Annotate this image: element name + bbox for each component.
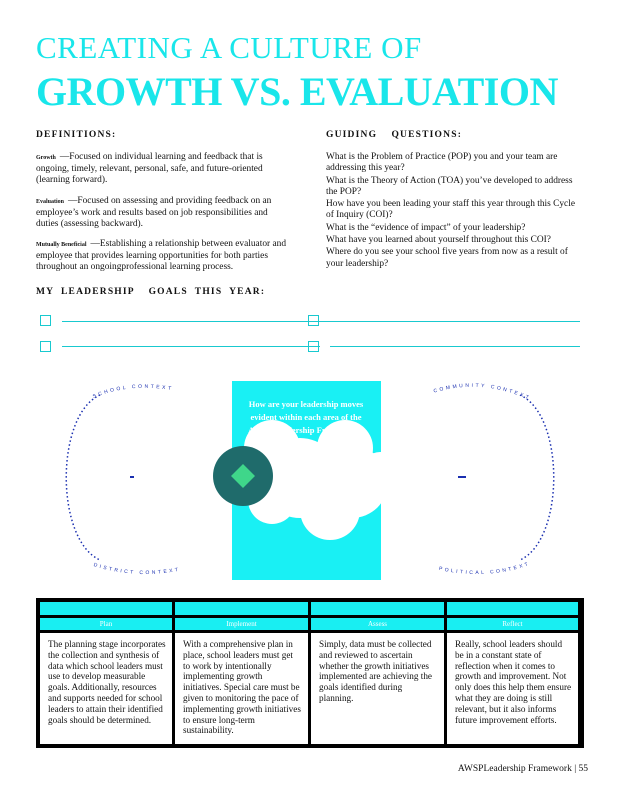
table-column-implement [175, 600, 308, 746]
table-column-reflect [447, 600, 578, 746]
framework-center-question: How are your leadership moves evident within each area of the AWSP Leadership Framework? [248, 399, 364, 435]
page-title-line1: CREATING A CULTURE OF [36, 30, 422, 65]
left-mark [130, 476, 134, 478]
goal-line-1[interactable] [62, 321, 330, 322]
table-header: Implement [175, 618, 308, 630]
arc-label-district: DISTRICT CONTEXT [92, 562, 181, 577]
goal-checkbox-1[interactable] [40, 315, 51, 326]
question-item: What is the Problem of Practice (POP) you and your team are addressing this year? [326, 152, 558, 174]
arc-label-community: COMMUNITY CONTEXT [432, 382, 532, 402]
table-header: Reflect [447, 618, 578, 630]
question-item: What is the “evidence of impact” of your leadership? [326, 222, 526, 233]
goal-line-2[interactable] [330, 321, 580, 322]
definition-text: —Establishing a relationship between evaluator and employee that provides learning opportunities for both parties throughout an ongoingprofessional learning process. [36, 239, 287, 272]
question-item: What is the Theory of Action (TOA) you’ve developed to address the POP? [326, 175, 573, 197]
left-arc [66, 395, 100, 560]
definition-term: Evaluation [36, 199, 65, 205]
table-column-plan [40, 600, 172, 746]
table-band [311, 602, 444, 615]
definition-term: Mutually Beneficial [36, 242, 87, 248]
right-arc [520, 395, 554, 560]
goals-checklist [40, 315, 600, 365]
question-item: Where do you see your school five years from now as a result of your leadership? [326, 247, 568, 269]
page-footer: AWSPLeadership Framework | 55 [457, 764, 588, 774]
definition-mutually-beneficial [36, 239, 291, 273]
framework-diagram [0, 360, 618, 595]
definitions-heading: DEFINITIONS: [36, 130, 117, 140]
goal-checkbox-4[interactable] [308, 341, 319, 352]
question-item: How have you been leading your staff this year through this Cycle of Inquiry (COI)? [326, 199, 575, 221]
definition-term: Growth [36, 155, 56, 161]
right-mark [458, 476, 466, 478]
cycle-table [36, 598, 584, 748]
table-header: Plan [40, 618, 172, 630]
page-title-line2: GROWTH VS. EVALUATION [36, 69, 558, 114]
goal-checkbox-3[interactable] [40, 341, 51, 352]
definition-evaluation [36, 196, 291, 230]
goal-line-3[interactable] [62, 346, 320, 347]
table-band [447, 602, 578, 615]
guiding-questions-list [326, 152, 581, 271]
table-column-assess [311, 600, 444, 746]
arc-label-school: SCHOOL CONTEXT [91, 383, 174, 400]
table-cell: With a comprehensive plan in place, school leaders must get to work by intentionally implementing growth initiatives. Special care must be given to monitoring the pace of implementing growth initiatives to ensure long-term sustainability. [175, 633, 308, 744]
arc-label-political: POLITICAL CONTEXT [438, 560, 532, 577]
table-band [175, 602, 308, 615]
table-cell: The planning stage incorporates the collection and synthesis of data which school leaders must use to develop measurable goals. Additionally, resources and supports needed for school leaders to attain their identified goals should be determined. [40, 633, 172, 744]
definition-text: —Focused on assessing and providing feedback on an employee’s work and results based on job responsibilities and duties (assessing backward). [36, 196, 272, 229]
goal-checkbox-2[interactable] [308, 315, 319, 326]
table-header: Assess [311, 618, 444, 630]
guiding-questions-heading: GUIDING QUESTIONS: [326, 130, 463, 140]
question-item: What have you learned about yourself throughout this COI? [326, 235, 551, 246]
goals-heading: MY LEADERSHIP GOALS THIS YEAR: [36, 287, 266, 297]
table-band [40, 602, 172, 615]
table-cell: Simply, data must be collected and reviewed to ascertain whether the growth initiatives implemented are achieving the goals identified during planning. [311, 633, 444, 744]
definition-growth [36, 152, 291, 186]
table-cell: Really, school leaders should be in a constant state of reflection when it comes to growth and improvement. Not only does this help them ensure what they are doing is still relevant, but it also informs future improvement efforts. [447, 633, 578, 744]
goal-line-4[interactable] [330, 346, 580, 347]
definition-text: —Focused on individual learning and feedback that is ongoing, timely, relevant, personal, safe, and future-oriented (learning forward). [36, 152, 263, 185]
